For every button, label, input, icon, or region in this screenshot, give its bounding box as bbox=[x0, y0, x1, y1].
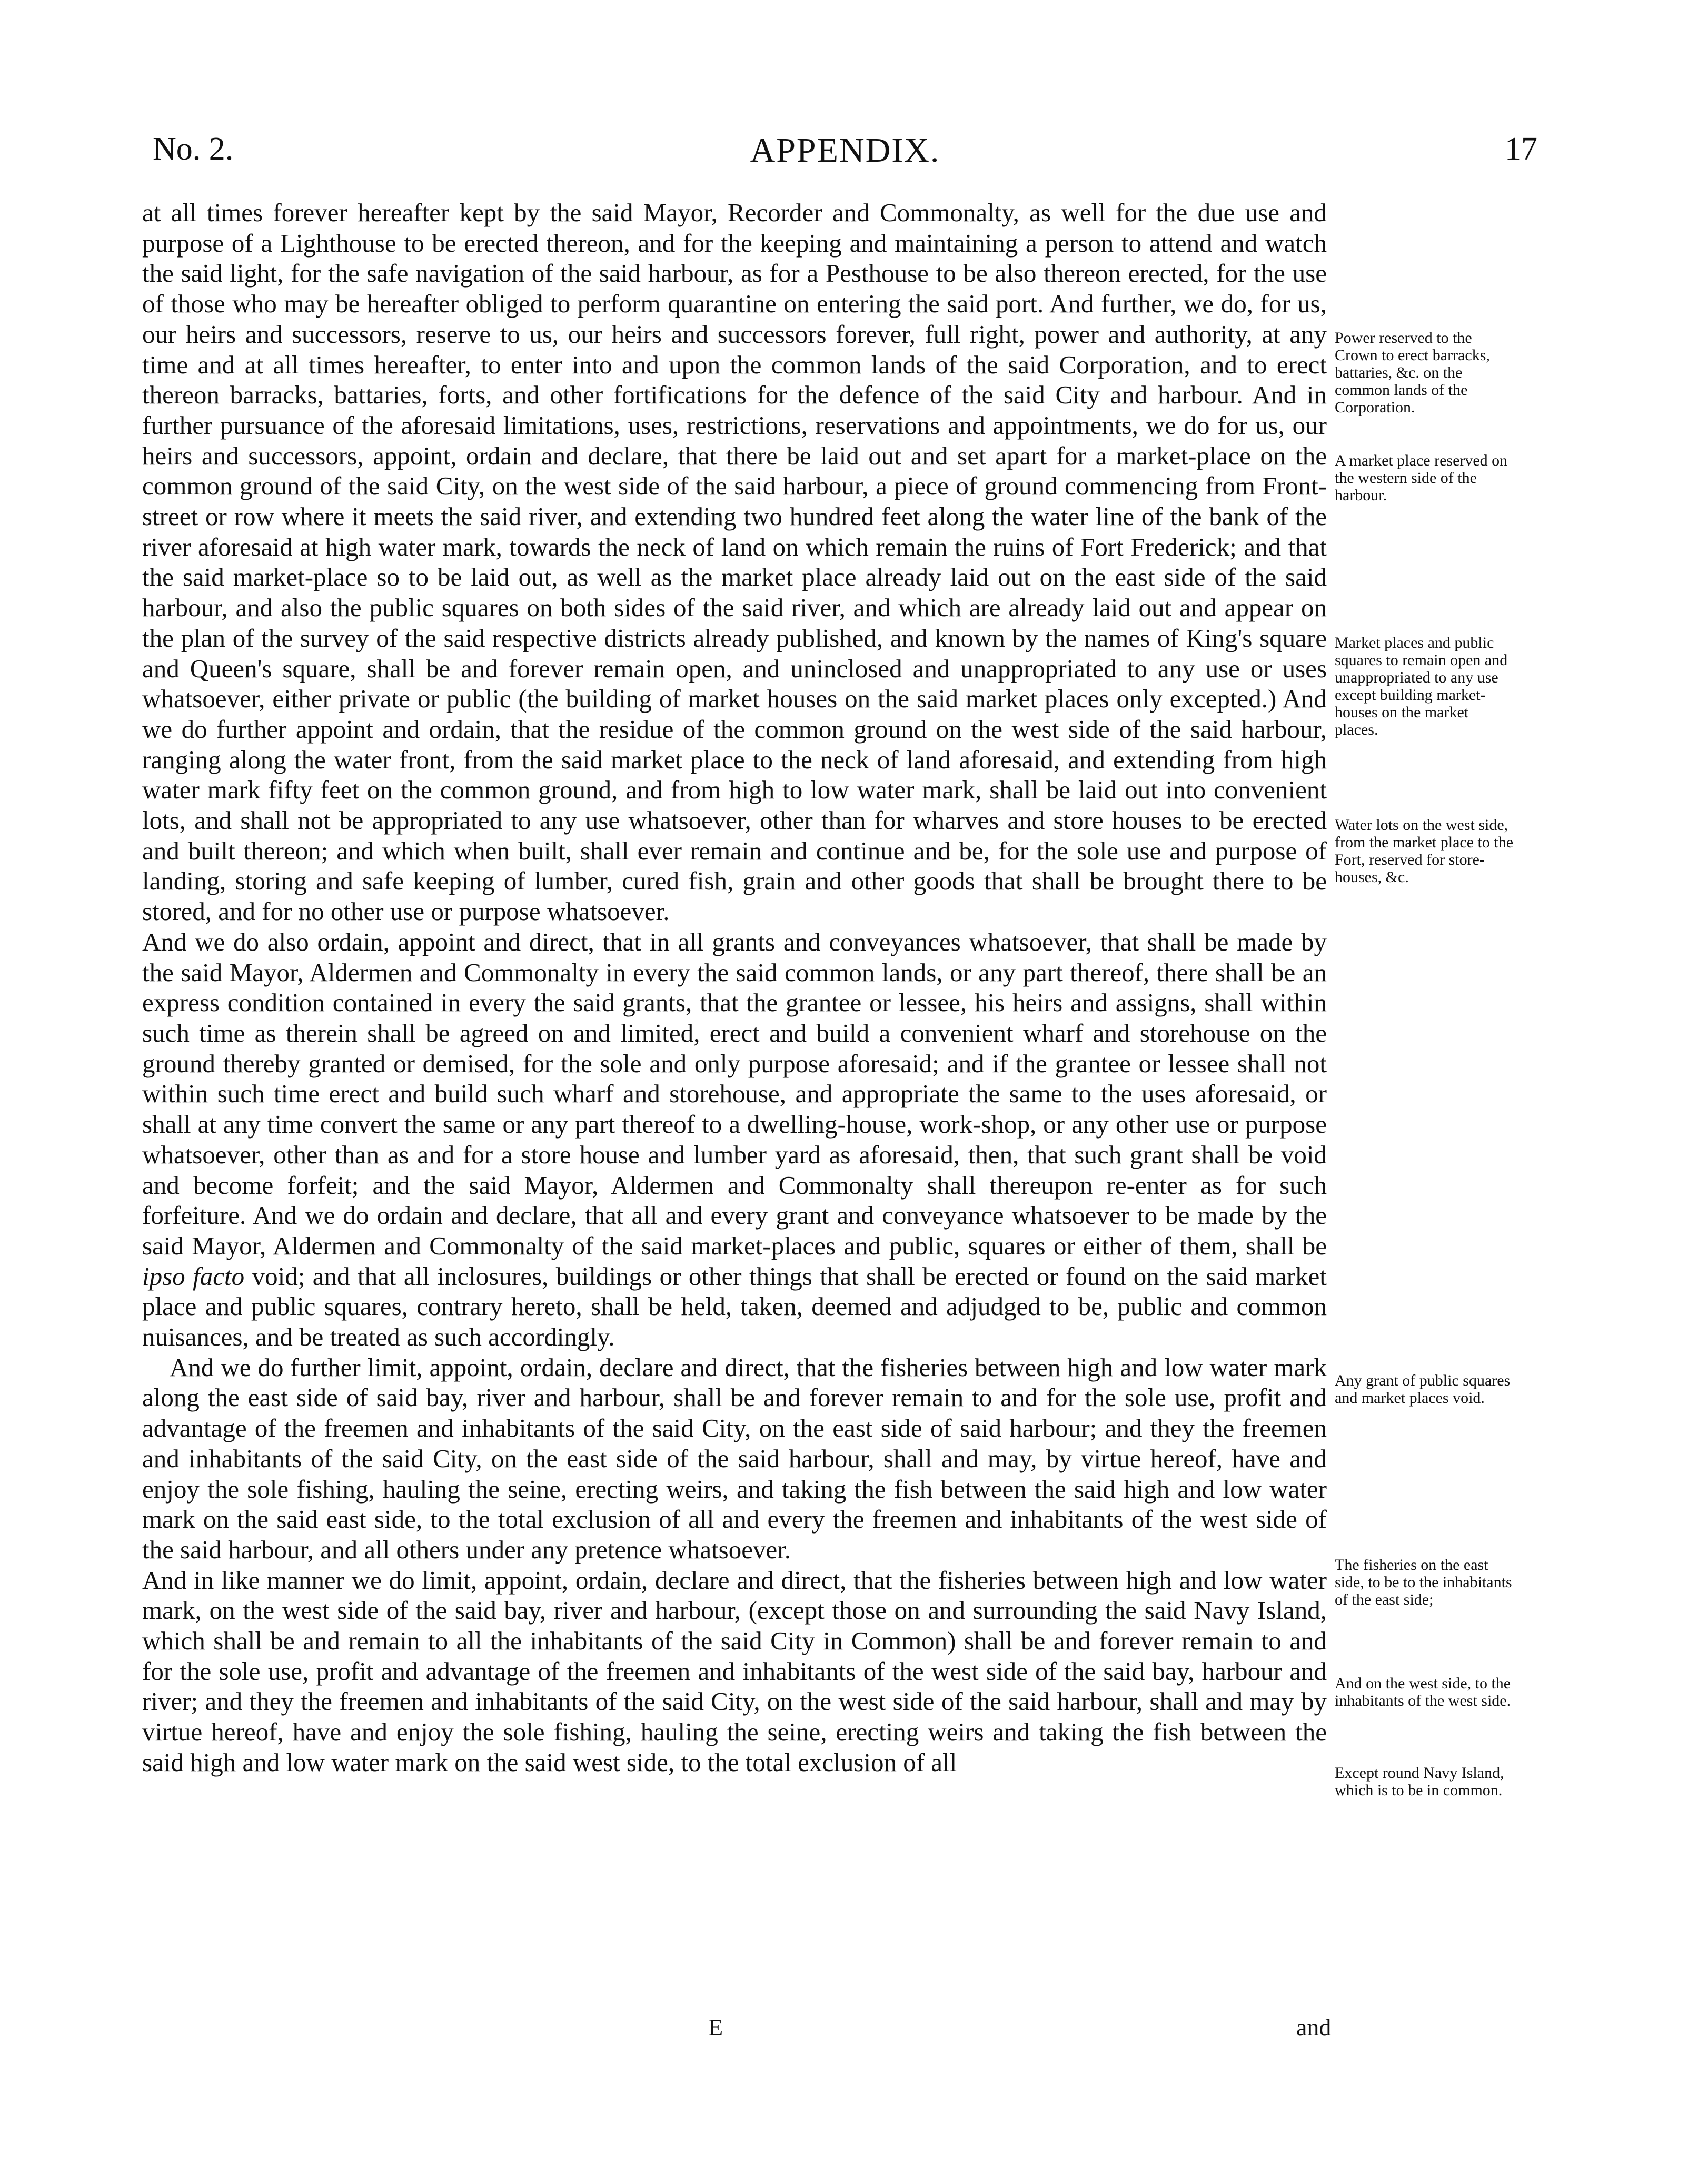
main-text bbox=[142, 197, 1327, 1778]
page-title: APPENDIX. bbox=[750, 131, 940, 170]
paragraph-2-part-1: And we do also ordain, appoint and direct, that in all grants and conveyances whatsoever, that shall be made by the said Mayor, Aldermen and Commonalty in every the said common lands, or any part thereof, there shall be an express condition contained in every the said grants, that the grantee or lessee, his heirs and assigns, shall within such time as therein shall be agreed on and limited, erect and build a convenient wharf and storehouse on the ground thereby granted or demised, for the sole and only purpose aforesaid; and if the grantee or lessee shall not within such time erect and build such wharf and storehouse, and appropriate the same to the uses aforesaid, or shall at any time convert the same or any part thereof to a dwelling-house, work-shop, or any other use or purpose whatsoever, other than as and for a store house and lumber yard as aforesaid, then, that such grant shall be void and become forfeit; and the said Mayor, Aldermen and Commonalty shall thereupon re-enter as for such forfeiture. And we do ordain and declare, that all and every grant and conveyance whatsoever to be made by the said Mayor, Aldermen and Commonalty of the said market-places and public, squares or either of them, shall be bbox=[142, 927, 1327, 1260]
side-note-crown-barracks: Power reserved to the Crown to erect barracks, battaries, &c. on the common lands of the Corporation. bbox=[1335, 329, 1490, 416]
paragraph-2 bbox=[142, 927, 1327, 1352]
side-note-grant-void: Any grant of public squares and market places void. bbox=[1335, 1372, 1511, 1407]
page-number: 17 bbox=[1505, 131, 1537, 167]
side-note-navy-island: Except round Navy Island, which is to be in common. bbox=[1335, 1764, 1504, 1799]
paragraph-1: at all times forever hereafter kept by the said Mayor, Recorder and Commonalty, as well for the due use and purpose of a Lighthouse to be erected thereon, and for the keeping and maintaining a person to attend and watch the said light, for the safe navigation of the said harbour, as for a Pesthouse to be also thereon erected, for the use of those who may be hereafter obliged to perform quarantine on entering the said port. And further, we do, for us, our heirs and successors, reserve to us, our heirs and successors forever, full right, power and authority, at any time and at all times hereafter, to enter into and upon the common lands of the said Corporation, and to erect thereon barracks, battaries, forts, and other fortifications for the defence of the said City and harbour. And in further pursuance of the aforesaid limitations, uses, restrictions, reservations and appointments, we do for us, our heirs and successors, appoint, ordain and declare, that there be laid out and set apart for a market-place on the common ground of the said City, on the west side of the said harbour, a piece of ground commencing from Front-street or row where it meets the said river, and extending two hundred feet along the water line of the bank of the river aforesaid at high water mark, towards the neck of land on which remain the ruins of Fort Frederick; and that the said market-place so to be laid out, as well as the market place already laid out on the east side of the said harbour, and also the public squares on both sides of the said river, and which are already laid out and appear on the plan of the survey of the said respective districts already published, and known by the names of King's square and Queen's square, shall be and forever remain open, and uninclosed and unappropriated to any use or uses whatsoever, either private or public (the building of market houses on the said market places only excepted.) And we do further appoint and ordain, that the residue of the common ground on the west side of the said harbour, ranging along the water front, from the said market place to the neck of land aforesaid, and extending from high water mark fifty feet on the common ground, and from high to low water mark, shall be laid out into convenient lots, and shall not be appropriated to any use whatsoever, other than for wharves and store houses to be erected and built thereon; and which when built, shall ever remain and continue and be, for the sole use and purpose of landing, storing and safe keeping of lumber, cured fish, grain and other goods that shall be brought there to be stored, and for no other use or purpose whatsoever. bbox=[142, 198, 1327, 926]
running-header bbox=[153, 131, 1537, 189]
catchword: and bbox=[1296, 2014, 1332, 2041]
paragraph-4: And in like manner we do limit, appoint, ordain, declare and direct, that the fisheries between high and low water mark, on the west side of the said bay, river and harbour, (except those on and surrounding the said Navy Island, which shall be and remain to all the inhabitants of the said City in Common) shall be and forever remain to and for the sole use, profit and advantage of the freemen and inhabitants of the west side of the said bay, harbour and river; and they the freemen and inhabitants of the said City, on the west side of the said harbour, shall and may by virtue hereof, have and enjoy the sole fishing, hauling the seine, erecting weirs and taking the fish between the said high and low water mark on the said west side, to the total exclusion of all bbox=[142, 1565, 1327, 1777]
side-note-west-fisheries: And on the west side, to the inhabitants of the west side. bbox=[1335, 1675, 1511, 1709]
side-note-water-lots: Water lots on the west side, from the market place to the Fort, reserved for store-houses, &c. bbox=[1335, 816, 1514, 886]
paragraph-2-part-2: void; and that all inclosures, buildings or other things that shall be erected or found on the said market place and public squares, contrary hereto, shall be held, taken, deemed and adjudged to be, public and common nuisances, and be treated as such accordingly. bbox=[142, 1261, 1327, 1352]
side-note-market-west: A market place reserved on the western side of the harbour. bbox=[1335, 452, 1508, 504]
signature-mark: E bbox=[708, 2014, 723, 2041]
number-label: No. 2. bbox=[153, 131, 234, 167]
side-note-east-fisheries: The fisheries on the east side, to be to the inhabitants of the east side; bbox=[1335, 1556, 1512, 1608]
italic-ipso-facto: ipso facto bbox=[142, 1261, 245, 1291]
side-note-public-squares: Market places and public squares to remain open and unappropriated to any use except building market-houses on the market places. bbox=[1335, 634, 1508, 738]
paragraph-3: And we do further limit, appoint, ordain, declare and direct, that the fisheries between high and low water mark along the east side of said bay, river and harbour, shall be and forever remain to and for the sole use, profit and advantage of the freemen and inhabitants of the said City, on the east side of said harbour; and they the freemen and inhabitants of the said City, on the east side of the said harbour, shall and may, by virtue hereof, have and enjoy the sole fishing, hauling the seine, erecting weirs, and taking the fish between the said high and low water mark on the said east side, to the total exclusion of all and every the freemen and inhabitants of the west side of the said harbour, and all others under any pretence whatsoever. bbox=[142, 1352, 1327, 1564]
